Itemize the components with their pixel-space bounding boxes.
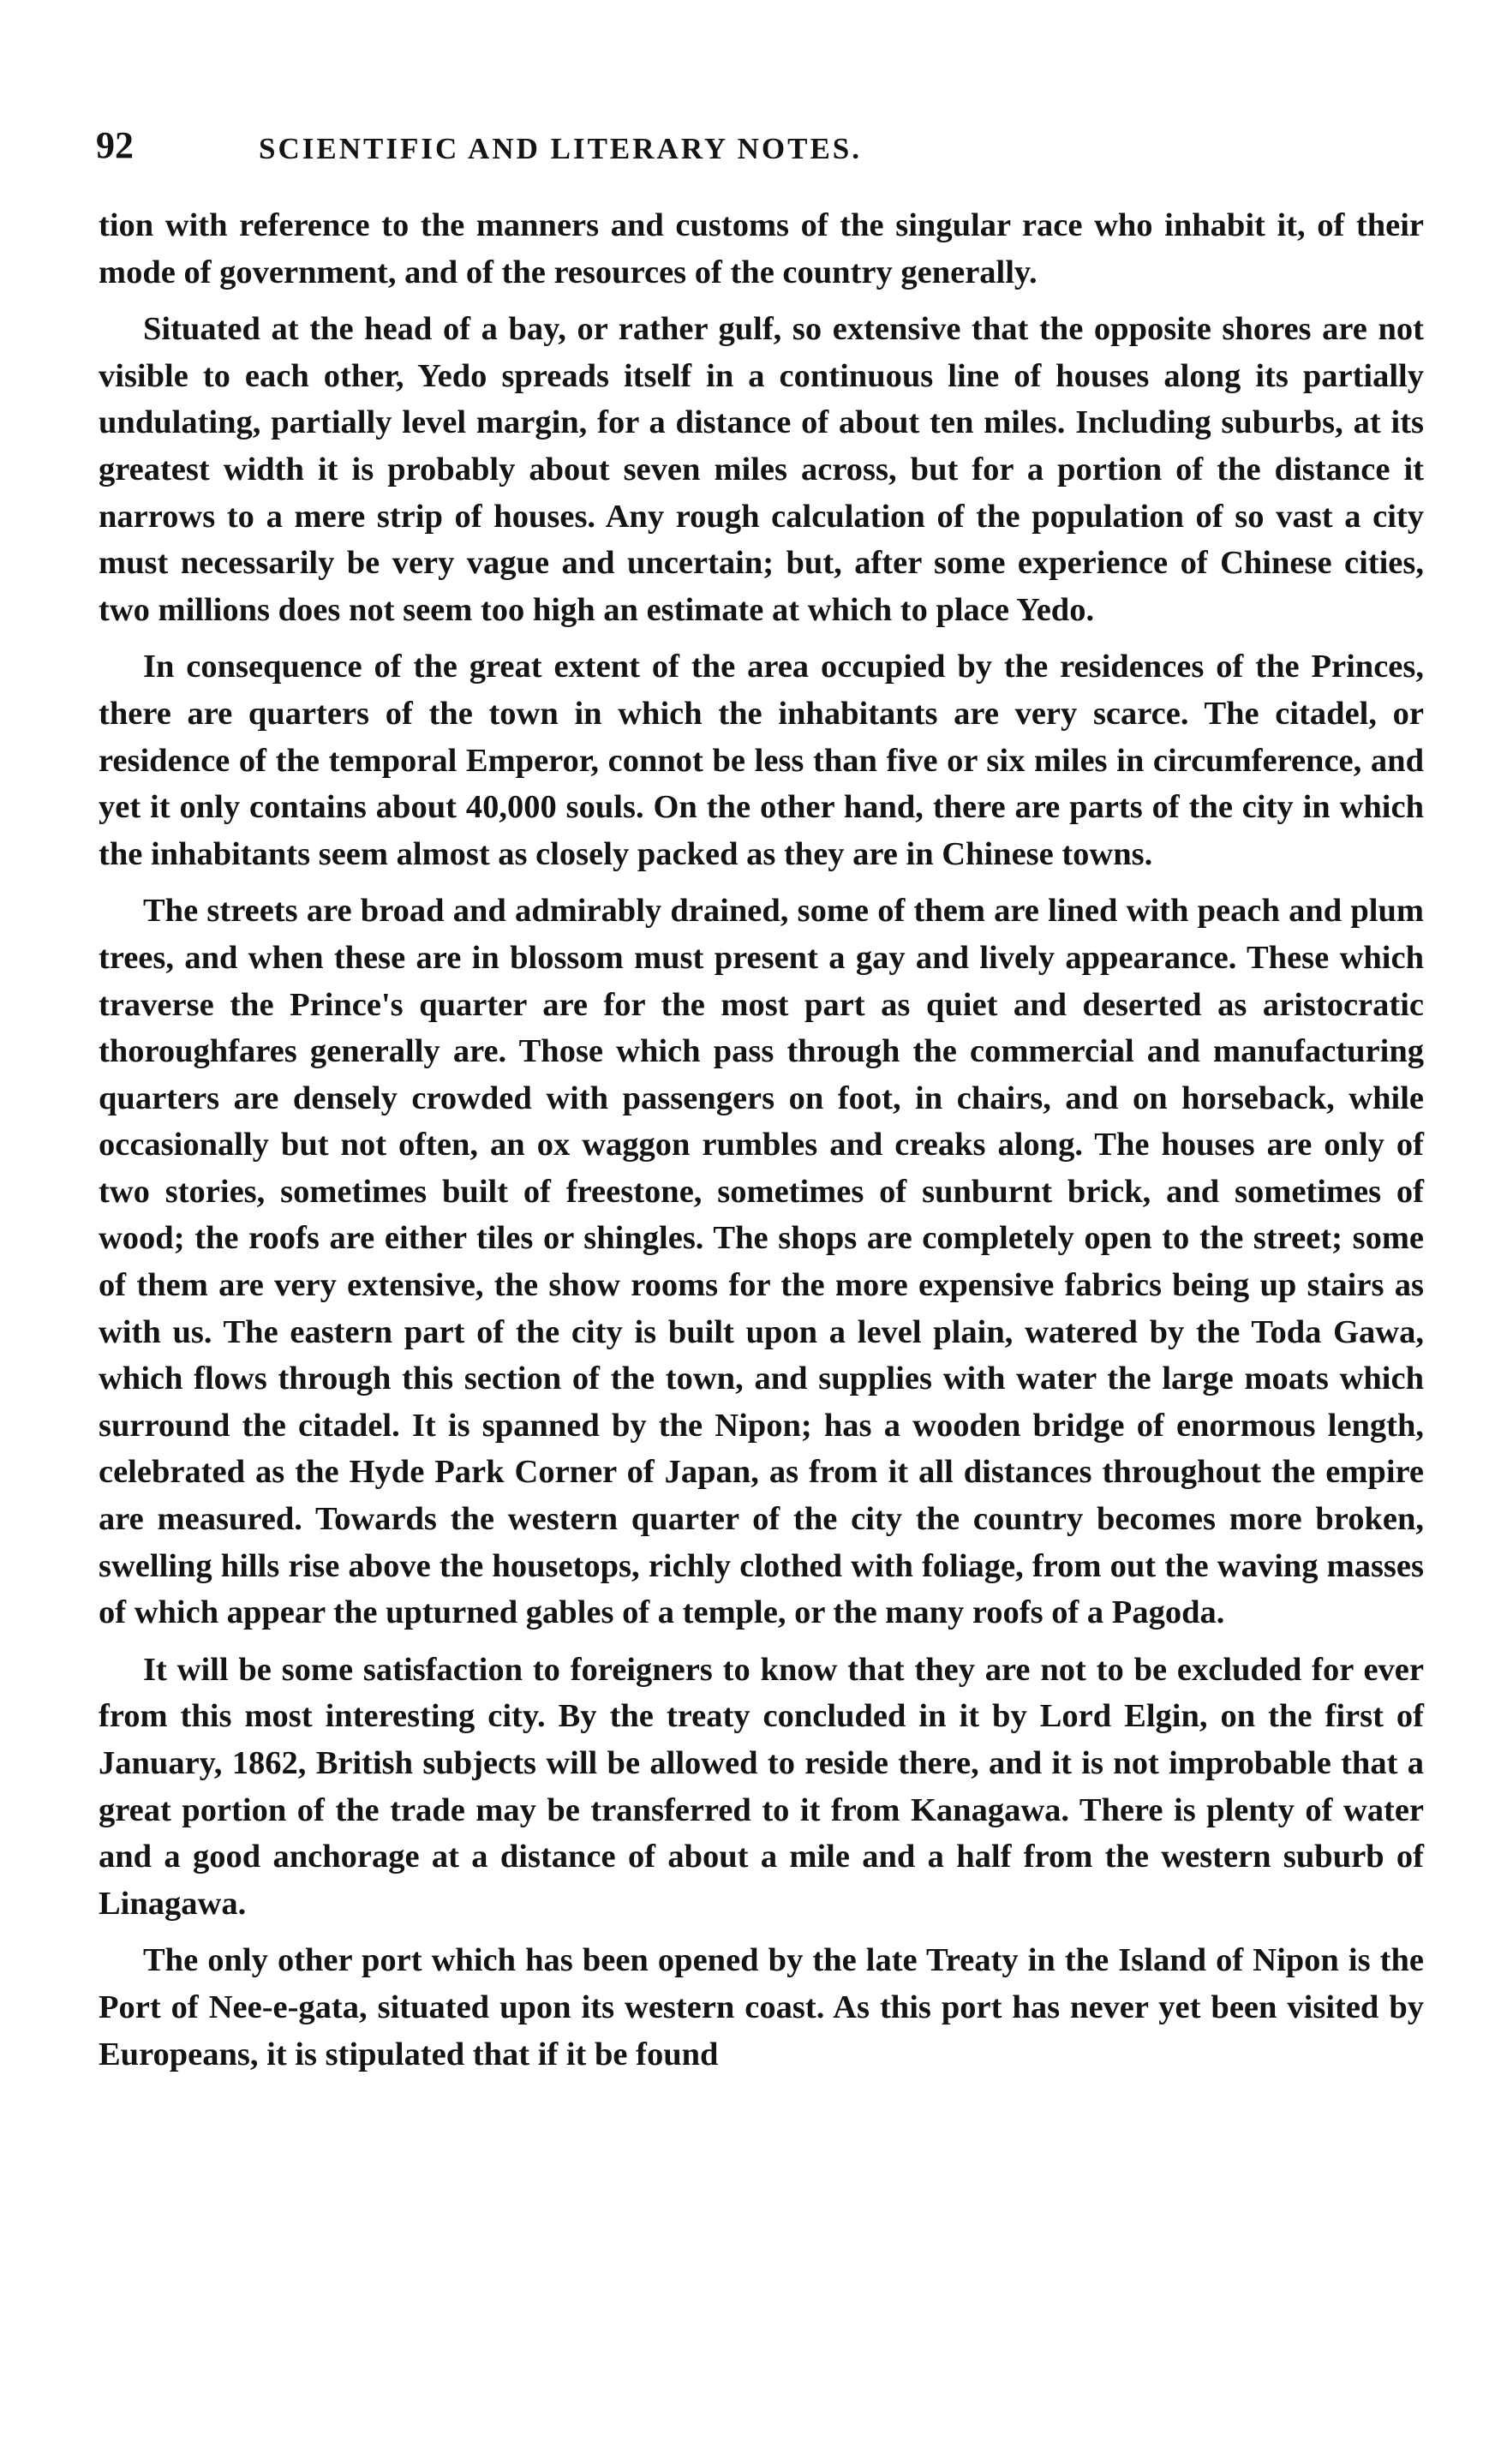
page-number: 92 — [96, 124, 134, 166]
paragraph: The streets are broad and admirably drained, some of them are lined with peach and plum trees, and when these are in blossom must present a gay and lively appearance. These which traverse the Prince's quarter are for the most part as quiet and deserted as aristocratic thoroughfares generally are. Those which pass through the commercial and manufacturing quarters are densely crowded with passengers on foot, in chairs, and on horseback, while occasionally but not often, an ox waggon rumbles and creaks along. The houses are only of two stories, sometimes built of freestone, sometimes of sunburnt brick, and sometimes of wood; the roofs are either tiles or shingles. The shops are completely open to the street; some of them are very extensive, the show rooms for the more expensive fabrics being up stairs as with us. The eastern part of the city is built upon a level plain, watered by the Toda Gawa, which flows through this section of the town, and supplies with water the large moats which surround the citadel. It is spanned by the Nipon; has a wooden bridge of enormous length, celebrated as the Hyde Park Corner of Japan, as from it all distances throughout the empire are measured. Towards the western quarter of the city the country becomes more broken, swelling hills rise above the housetops, richly clothed with foliage, from out the waving masses of which appear the upturned gables of a temple, or the many roofs of a Pagoda. — [99, 893, 1424, 1631]
paragraph: tion with reference to the manners and customs of the singular race who inhabit it, of their mode of government, and of the resources of the country generally. — [99, 207, 1424, 290]
running-title: SCIENTIFIC AND LITERARY NOTES. — [259, 132, 863, 165]
page-header — [96, 120, 1415, 171]
paragraph: In consequence of the great extent of the area occupied by the residences of the Princes, there are quarters of the town in which the inhabitants are very scarce. The citadel, or residence of the temporal Emperor, connot be less than five or six miles in circumference, and yet it only contains about 40,000 souls. On the other hand, there are parts of the city in which the inhabitants seem almost as closely packed as they are in Chinese towns. — [99, 649, 1424, 872]
paragraph: Situated at the head of a bay, or rather gulf, so extensive that the opposite shores are not visible to each other, Yedo spreads itself in a continuous line of houses along its partially undulating, partially level margin, for a distance of about ten miles. Including suburbs, at its greatest width it is probably about seven miles across, but for a portion of the distance it narrows to a mere strip of houses. Any rough calculation of the population of so vast a city must necessarily be very vague and uncertain; but, after some experience of Chinese cities, two millions does not seem too high an estimate at which to place Yedo. — [99, 311, 1424, 628]
paragraph: The only other port which has been opened by the late Treaty in the Island of Nipon is the Port of Nee-e-gata, situated upon its western coast. As this port has never yet been visited by Europeans, it is stipulated that if it be found — [99, 1942, 1424, 2072]
paragraph: It will be some satisfaction to foreigners to know that they are not to be excluded for ever from this most interesting city. By the treaty concluded in it by Lord Elgin, on the first of January, 1862, British subjects will be allowed to reside there, and it is not improbable that a great portion of the trade may be transferred to it from Kanagawa. There is plenty of water and a good anchorage at a distance of about a mile and a half from the western suburb of Linagawa. — [99, 1651, 1424, 1922]
body-text — [99, 202, 1424, 2078]
